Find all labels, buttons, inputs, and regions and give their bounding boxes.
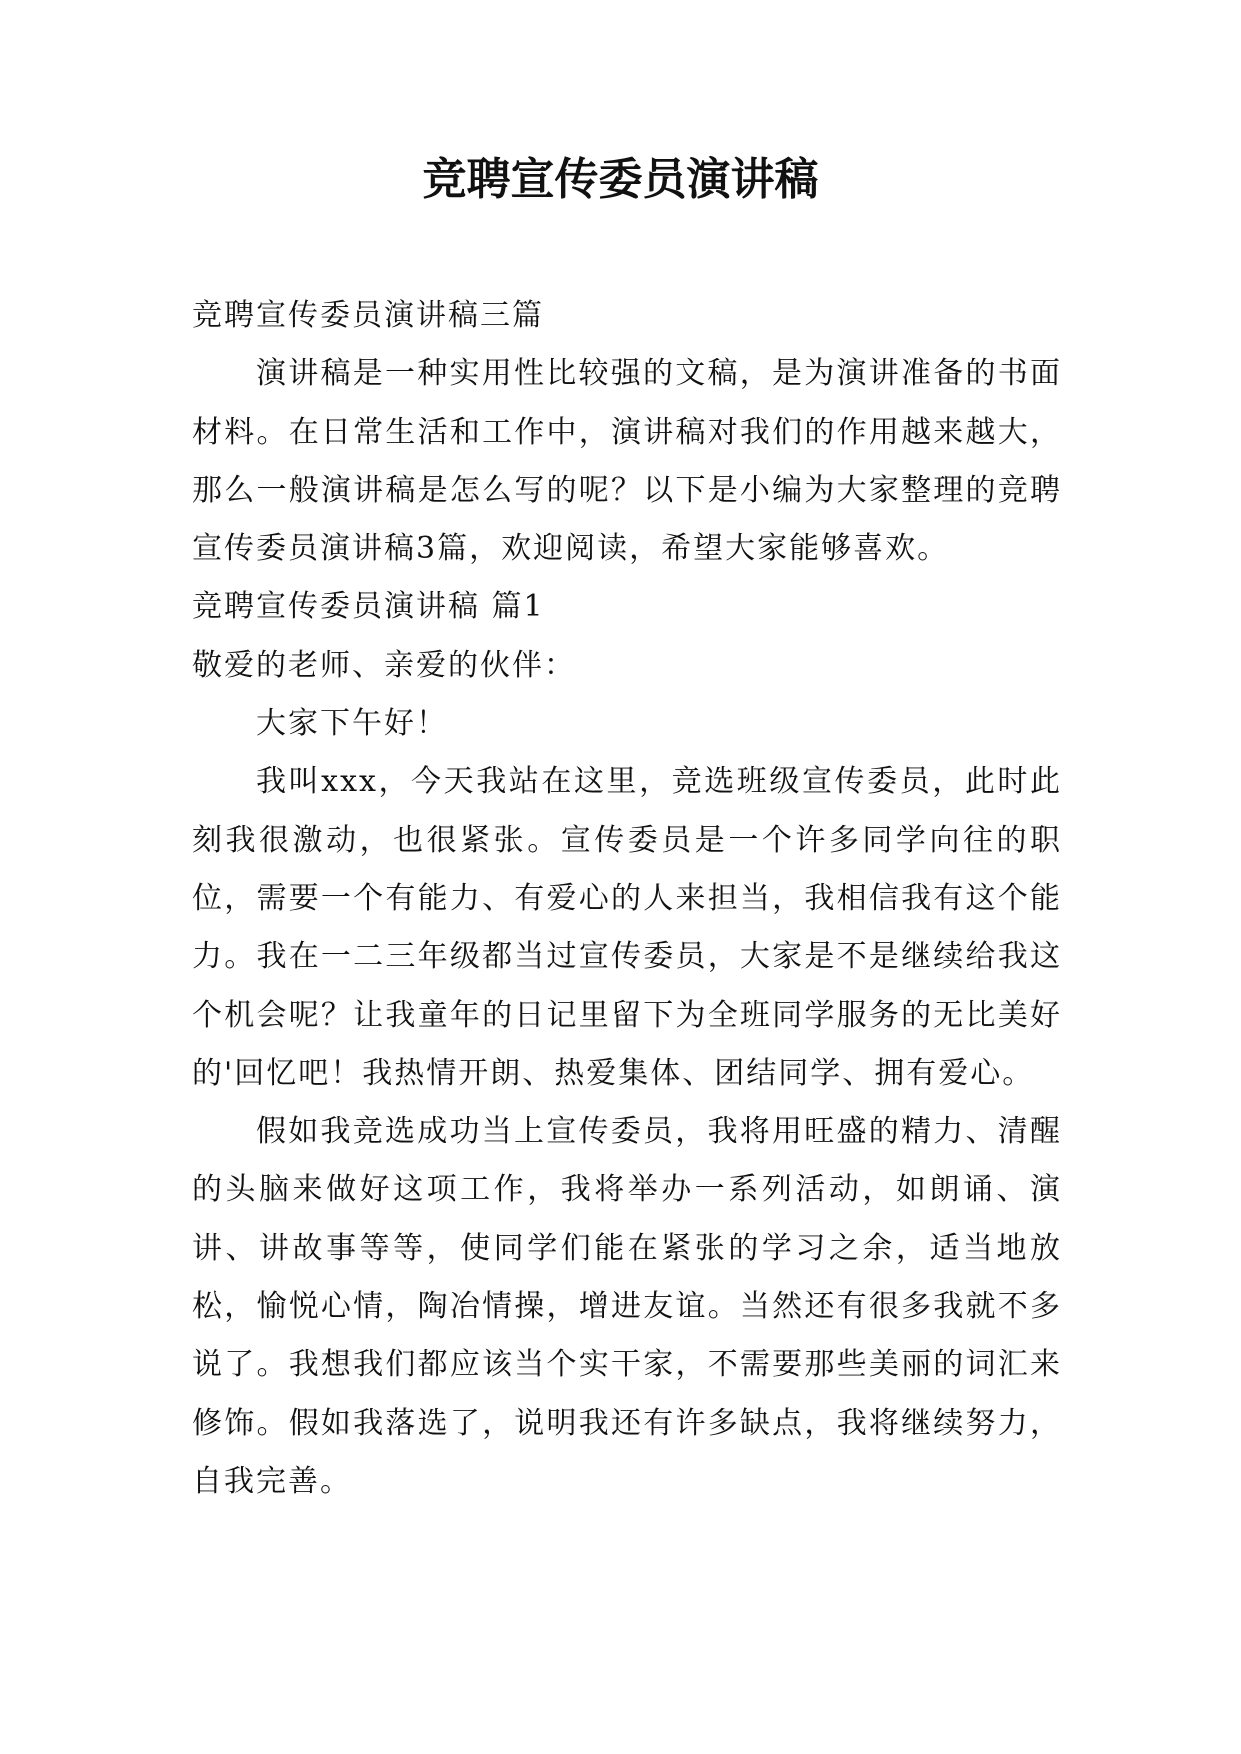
- document-title: 竞聘宣传委员演讲稿: [422, 154, 819, 205]
- document-body: [192, 287, 1062, 1511]
- document-subtitle: 竞聘宣传委员演讲稿三篇: [192, 298, 544, 333]
- greeting: 大家下午好！: [256, 706, 448, 742]
- speech-paragraph-2: 假如我竞选成功当上宣传委员，我将用旺盛的精力、清醒的头脑来做好这项工作，我将举办一系列活动，如朗诵、演讲、讲故事等等，使同学们能在紧张的学习之余，适当地放松，愉悦心情，陶冶情操，增进友谊。当然还有很多我就不多说了。我想我们都应该当个实干家，不需要那些美丽的词汇来修饰。假如我落选了，说明我还有许多缺点，我将继续努力，自我完善。: [192, 1114, 1062, 1499]
- speech-paragraph-1: 我叫xxx，今天我站在这里，竞选班级宣传委员，此时此刻我很激动，也很紧张。宣传委员是一个许多同学向往的职位，需要一个有能力、有爱心的人来担当，我相信我有这个能力。我在一二三年级都当过宣传委员，大家是不是继续给我这个机会呢？让我童年的日记里留下为全班同学服务的无比美好的'回忆吧！我热情开朗、热爱集体、团结同学、拥有爱心。: [192, 764, 1062, 1091]
- salutation: 敬爱的老师、亲爱的伙伴：: [192, 647, 576, 683]
- intro-paragraph: 演讲稿是一种实用性比较强的文稿，是为演讲准备的书面材料。在日常生活和工作中，演讲稿对我们的作用越来越大，那么一般演讲稿是怎么写的呢？以下是小编为大家整理的竞聘宣传委员演讲稿3篇，欢迎阅读，希望大家能够喜欢。: [192, 356, 1062, 567]
- section-heading: 竞聘宣传委员演讲稿 篇1: [192, 589, 545, 625]
